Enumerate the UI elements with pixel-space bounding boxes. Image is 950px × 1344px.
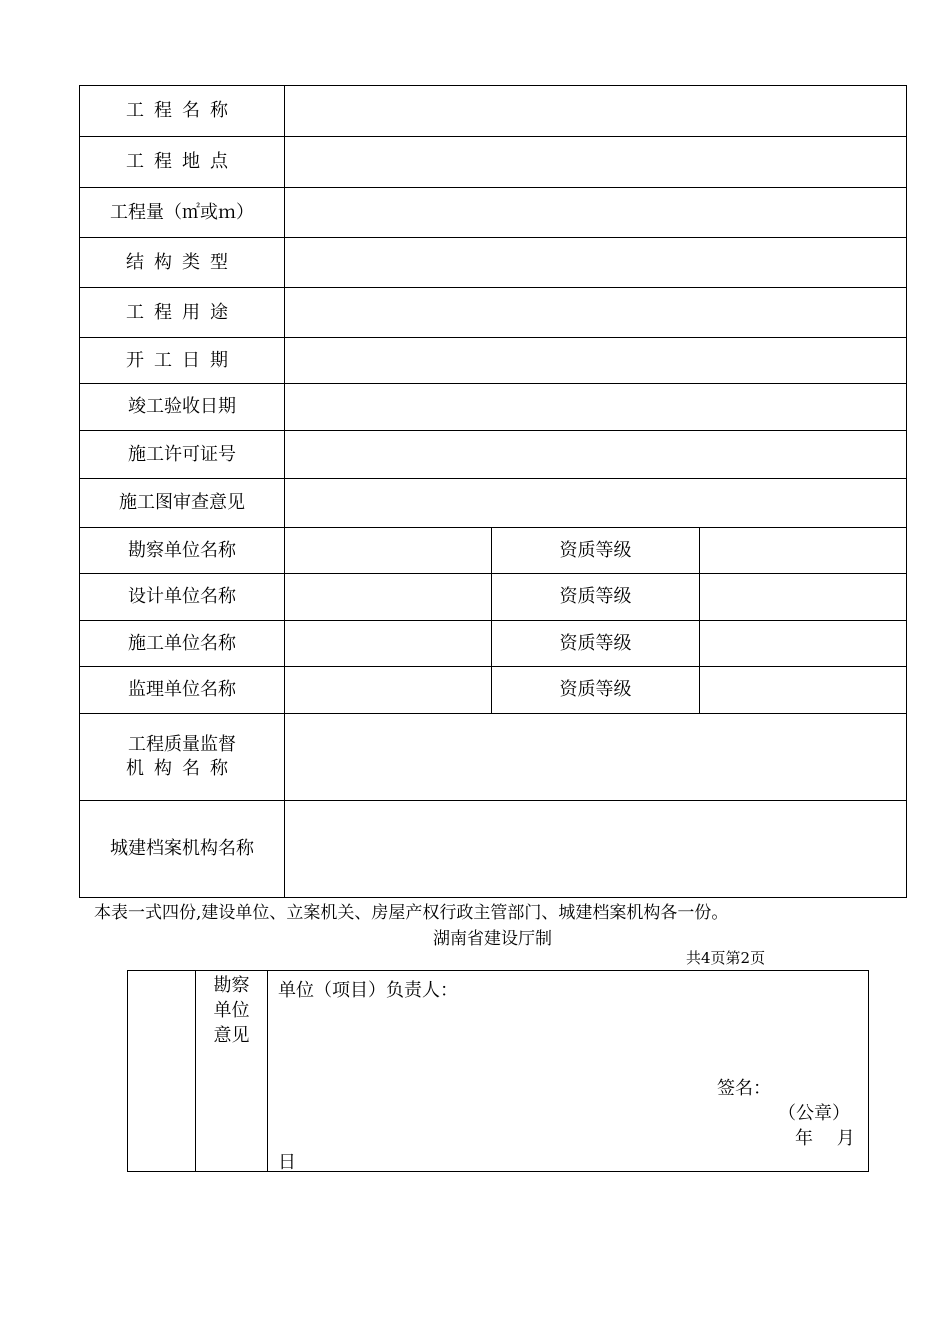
date-day: 日 <box>278 1152 296 1173</box>
quality-supervision-label <box>80 714 285 801</box>
quality-supervision-field[interactable] <box>285 714 907 801</box>
supervisor-unit-label: 监理单位名称 <box>80 667 285 714</box>
construction-unit-field[interactable] <box>285 621 492 667</box>
supervisor-unit-field[interactable] <box>285 667 492 714</box>
start-date-field[interactable] <box>285 338 907 384</box>
permit-number-label: 施工许可证号 <box>80 431 285 479</box>
registration-form-table <box>79 85 907 898</box>
construction-unit-label: 施工单位名称 <box>80 621 285 667</box>
design-unit-label: 设计单位名称 <box>80 574 285 621</box>
construction-qual-label: 资质等级 <box>492 621 699 667</box>
completion-date-field[interactable] <box>285 384 907 431</box>
responsible-person-label: 单位（项目）负责人： <box>278 980 458 1001</box>
project-usage-label: 工程用途 <box>80 288 285 338</box>
drawing-review-field[interactable] <box>285 479 907 528</box>
opinion-blank-cell <box>128 971 196 1172</box>
completion-date-label: 竣工验收日期 <box>80 384 285 431</box>
project-name-field[interactable] <box>285 86 907 137</box>
survey-opinion-title-line3: 意见 <box>213 1025 250 1046</box>
date-year-month: 年 月 <box>795 1128 855 1149</box>
project-quantity-label: 工程量（㎡或ｍ） <box>80 188 285 238</box>
official-seal-label: （公章） <box>778 1103 850 1124</box>
design-qual-field[interactable] <box>699 574 906 621</box>
survey-opinion-table <box>127 970 869 1172</box>
drawing-review-label: 施工图审查意见 <box>80 479 285 528</box>
supervisor-qual-field[interactable] <box>699 667 906 714</box>
survey-opinion-content[interactable] <box>268 971 869 1172</box>
signature-label: 签名： <box>717 1078 771 1099</box>
project-name-label: 工程名称 <box>80 86 285 137</box>
page-indicator: 共4页第2页 <box>686 949 766 967</box>
project-location-label: 工程地点 <box>80 137 285 188</box>
quality-supervision-label-line2: 机构名称 <box>126 758 238 779</box>
urban-archive-field[interactable] <box>285 801 907 898</box>
copies-note: 本表一式四份,建设单位、立案机关、房屋产权行政主管部门、城建档案机构各一份。 <box>94 903 729 923</box>
survey-qual-field[interactable] <box>699 528 906 574</box>
survey-opinion-title-line1: 勘察 <box>213 975 250 996</box>
urban-archive-label: 城建档案机构名称 <box>80 801 285 898</box>
project-quantity-field[interactable] <box>285 188 907 238</box>
issuer-label: 湖南省建设厅制 <box>433 929 552 949</box>
construction-qual-field[interactable] <box>699 621 906 667</box>
survey-opinion-title-line2: 单位 <box>213 1000 250 1021</box>
survey-unit-field[interactable] <box>285 528 492 574</box>
quality-supervision-label-line1: 工程质量监督 <box>128 734 236 755</box>
design-unit-field[interactable] <box>285 574 492 621</box>
design-qual-label: 资质等级 <box>492 574 699 621</box>
supervisor-qual-label: 资质等级 <box>492 667 699 714</box>
structure-type-label: 结构类型 <box>80 238 285 288</box>
project-usage-field[interactable] <box>285 288 907 338</box>
project-location-field[interactable] <box>285 137 907 188</box>
structure-type-field[interactable] <box>285 238 907 288</box>
start-date-label: 开工日期 <box>80 338 285 384</box>
survey-unit-label: 勘察单位名称 <box>80 528 285 574</box>
survey-qual-label: 资质等级 <box>492 528 699 574</box>
permit-number-field[interactable] <box>285 431 907 479</box>
survey-opinion-title <box>196 971 268 1172</box>
